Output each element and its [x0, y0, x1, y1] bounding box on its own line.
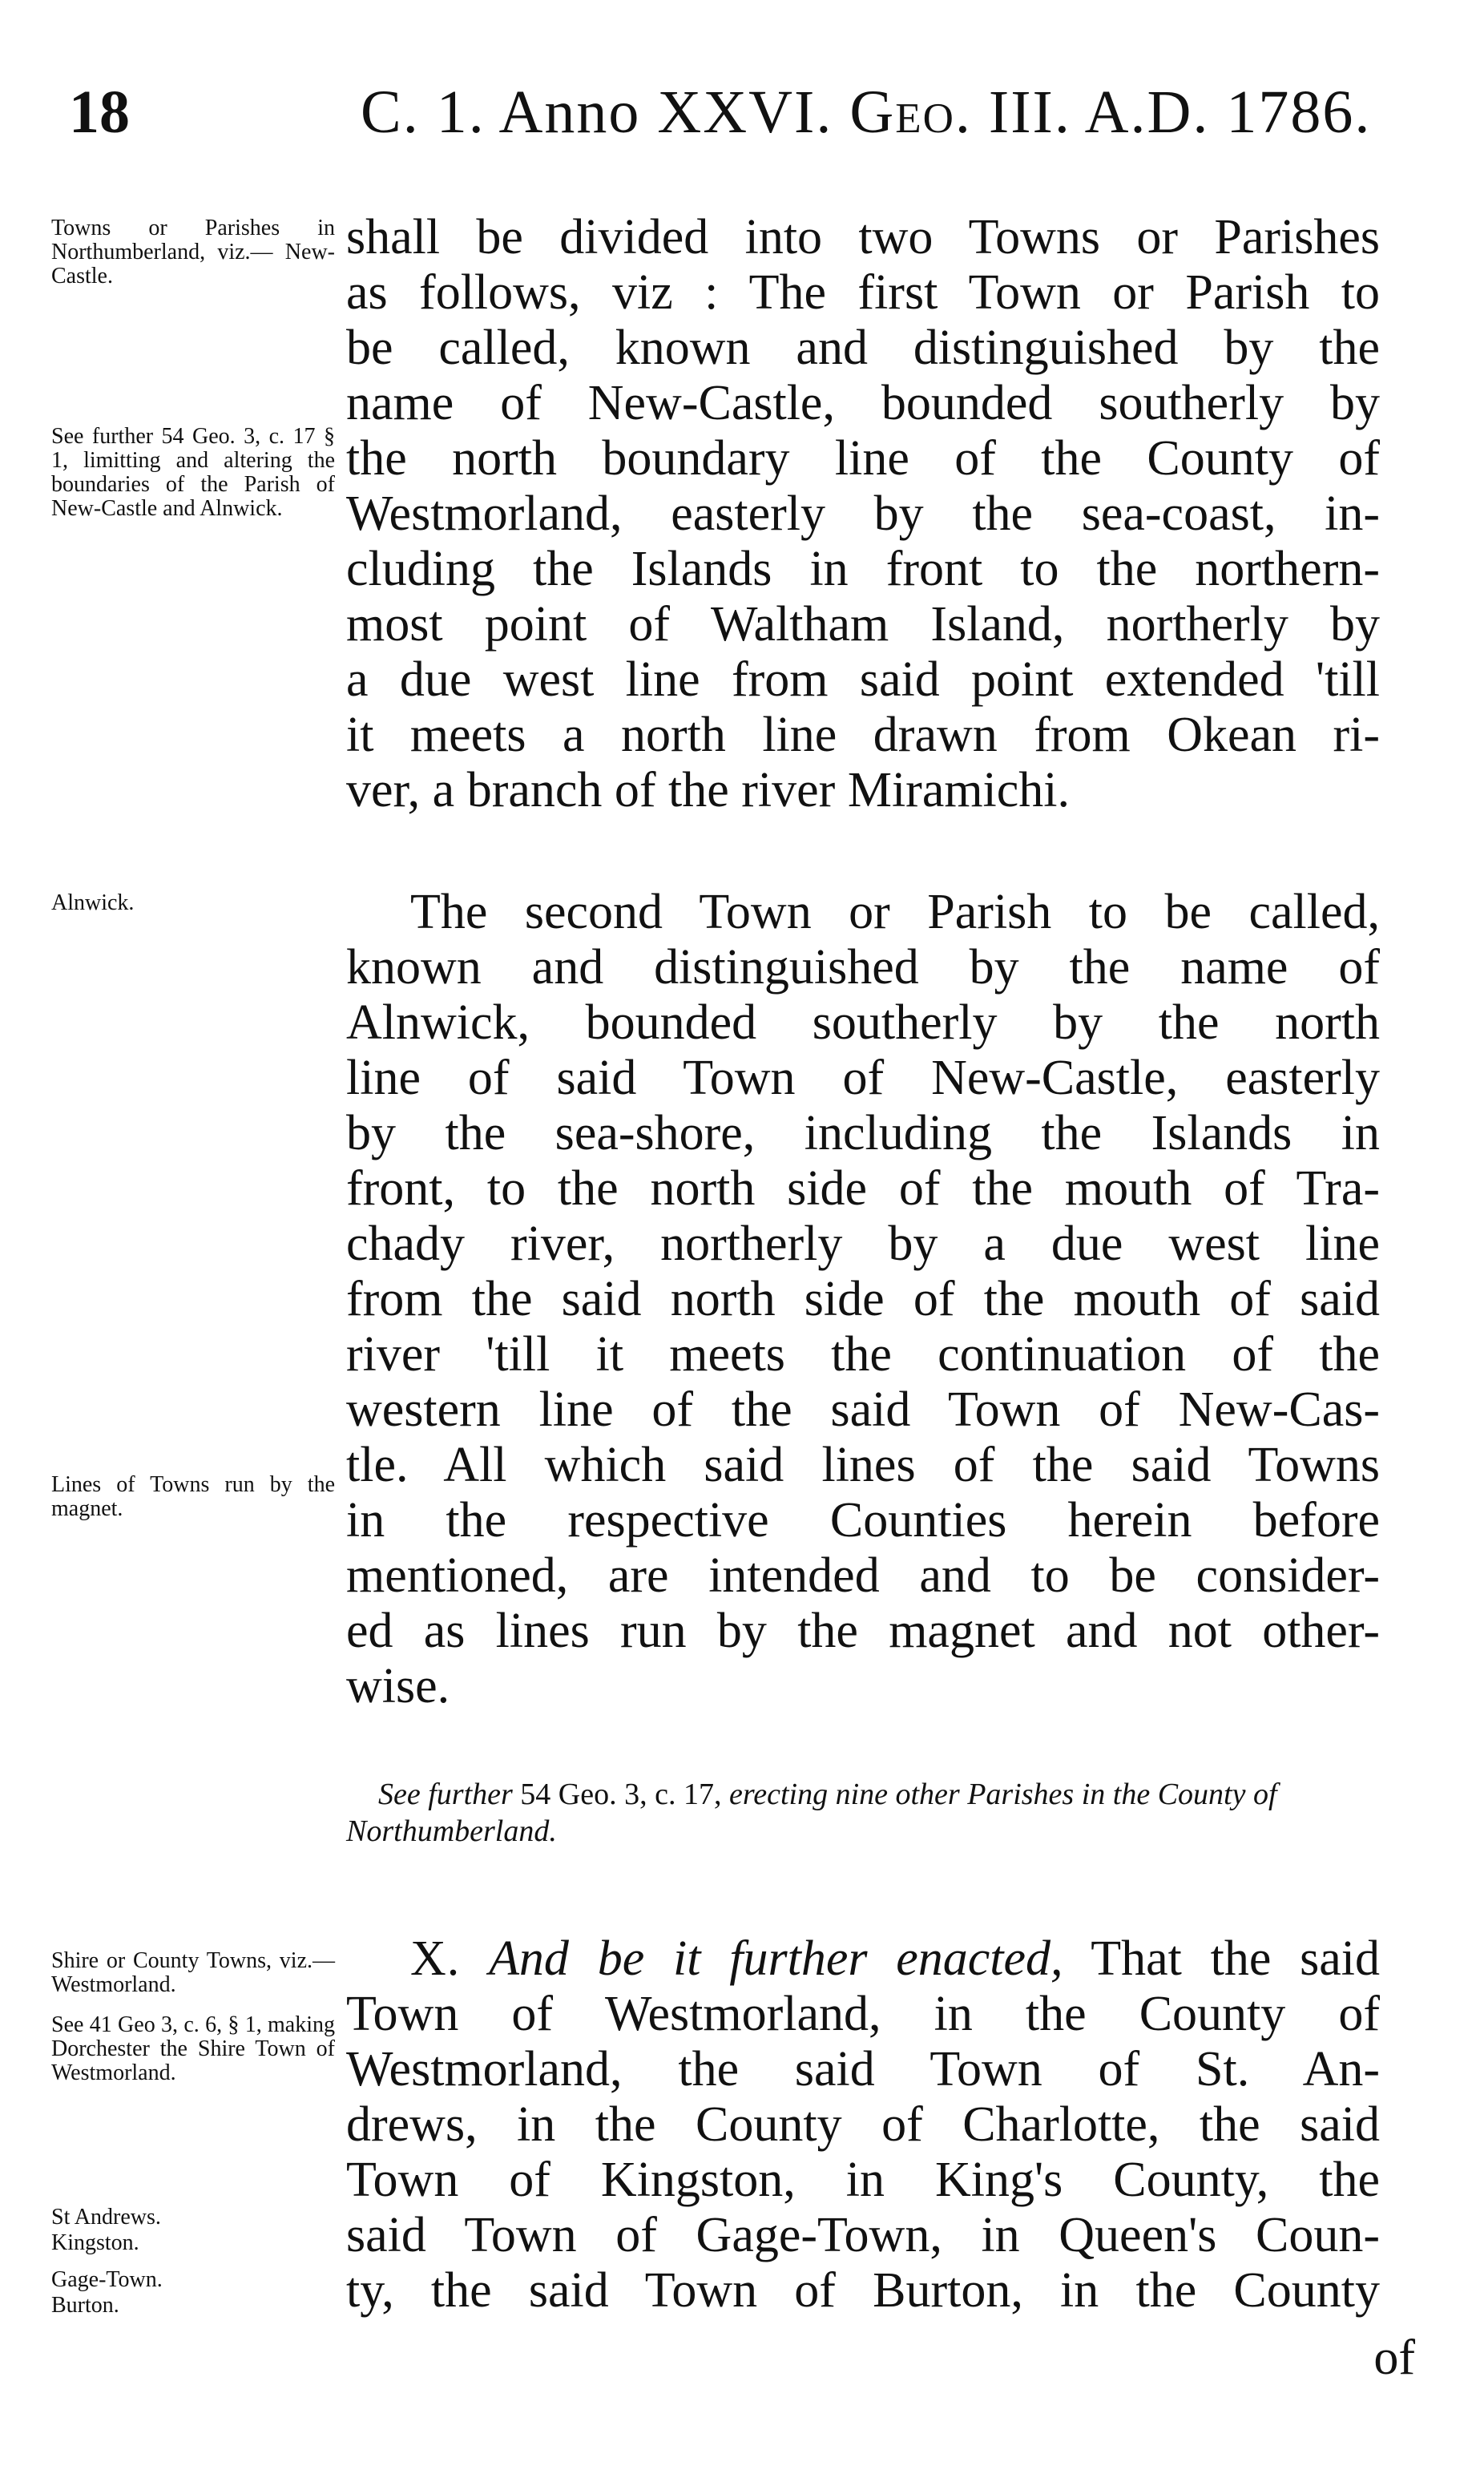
anno-label: Anno XXVI.: [498, 79, 833, 146]
text-fragment: That the said: [1091, 1931, 1380, 1986]
text-line: by the sea-shore, including the Islands in: [346, 1106, 1380, 1160]
text-line: Town of Kingston, in King's County, the: [346, 2153, 1380, 2207]
further-note: [346, 1776, 1380, 1850]
margin-note-lines-magnet: Lines of Towns run by the magnet.: [51, 1472, 335, 1521]
text-line: drews, in the County of Charlotte, the said: [346, 2097, 1380, 2152]
further-note-rest: erecting nine other Parishes in the County of Northumberland.: [346, 1778, 1277, 1848]
text-line: Alnwick, bounded southerly by the north: [346, 995, 1380, 1050]
text-line: known and distinguished by the name of: [346, 940, 1380, 995]
text-line: Westmorland, the said Town of St. An-: [346, 2042, 1380, 2097]
margin-note-shire-towns: Shire or County Towns, viz.— Westmorland.: [51, 1948, 335, 1997]
margin-note-new-castle: Towns or Parishes in Northumberland, viz.— New-Castle.: [51, 216, 335, 289]
further-note-lead: See further: [378, 1778, 513, 1811]
further-note-ref: 54 Geo. 3, c. 17,: [520, 1778, 722, 1811]
margin-note-dorchester: See 41 Geo 3, c. 6, § 1, making Dorchester the Shire Town of Westmorland.: [51, 2012, 335, 2085]
margin-note-alnwick: Alnwick.: [51, 890, 135, 915]
chapter-label: C. 1.: [361, 79, 486, 146]
text-line: wise.: [346, 1659, 450, 1713]
margin-note-st-andrews: St Andrews.: [51, 2205, 161, 2230]
text-line: said Town of Gage-Town, in Queen's Coun-: [346, 2208, 1380, 2262]
text-line: name of New-Castle, bounded southerly by: [346, 376, 1380, 430]
text-line: chady river, northerly by a due west line: [346, 1217, 1380, 1271]
text-line: [346, 1931, 1380, 1987]
text-line: it meets a north line drawn from Okean ri-: [346, 708, 1380, 762]
text-line: a due west line from said point extended 'till: [346, 652, 1380, 707]
margin-note-gage-town: Gage-Town.: [51, 2267, 163, 2292]
text-line: line of said Town of New-Castle, easterly: [346, 1051, 1380, 1105]
page-number: 18: [69, 79, 130, 146]
text-line: tle. All which said lines of the said Towns: [346, 1438, 1380, 1492]
text-line: in the respective Counties herein before: [346, 1493, 1380, 1548]
running-header: [69, 64, 1418, 160]
text-line: mentioned, are intended and to be consider-: [346, 1548, 1380, 1603]
text-line: as follows, viz : The first Town or Parish to: [346, 265, 1380, 320]
text-line: western line of the said Town of New-Cas-: [346, 1382, 1380, 1437]
text-line: Town of Westmorland, in the County of: [346, 1987, 1380, 2041]
text-line: ed as lines run by the magnet and not other-: [346, 1604, 1380, 1658]
text-line: cluding the Islands in front to the northern-: [346, 542, 1380, 596]
paragraph-section-x: [346, 1931, 1380, 2318]
text-line: the north boundary line of the County of: [346, 431, 1380, 486]
text-line: Westmorland, easterly by the sea-coast, in-: [346, 486, 1380, 541]
text-line: river 'till it meets the continuation of the: [346, 1327, 1380, 1382]
text-line: most point of Waltham Island, northerly by: [346, 597, 1380, 652]
enacting-clause: And be it further enacted,: [489, 1931, 1063, 1986]
paragraph-alnwick: [346, 885, 1380, 1714]
text-line: from the said north side of the mouth of said: [346, 1272, 1380, 1326]
text-line: ty, the said Town of Burton, in the County: [346, 2263, 1380, 2318]
margin-note-kingston: Kingston.: [51, 2230, 139, 2255]
year-label: A.D. 1786.: [1084, 79, 1372, 146]
catchword: of: [1373, 2331, 1415, 2385]
text-line: front, to the north side of the mouth of Tra-: [346, 1161, 1380, 1216]
text-line: shall be divided into two Towns or Parishes: [346, 210, 1380, 264]
text-line: The second Town or Parish to be called,: [410, 885, 1380, 939]
running-head: [361, 64, 1371, 160]
margin-note-see-further: See further 54 Geo. 3, c. 17 § 1, limitting and altering the boundaries of the Parish of New-Castle and Alnwick.: [51, 424, 335, 521]
section-number: X.: [410, 1931, 461, 1986]
paragraph-new-castle: [346, 210, 1380, 818]
text-line: be called, known and distinguished by the: [346, 321, 1380, 375]
reign-label: Geo. III.: [849, 79, 1071, 146]
margin-note-burton: Burton.: [51, 2293, 119, 2318]
text-line: ver, a branch of the river Miramichi.: [346, 763, 1071, 817]
